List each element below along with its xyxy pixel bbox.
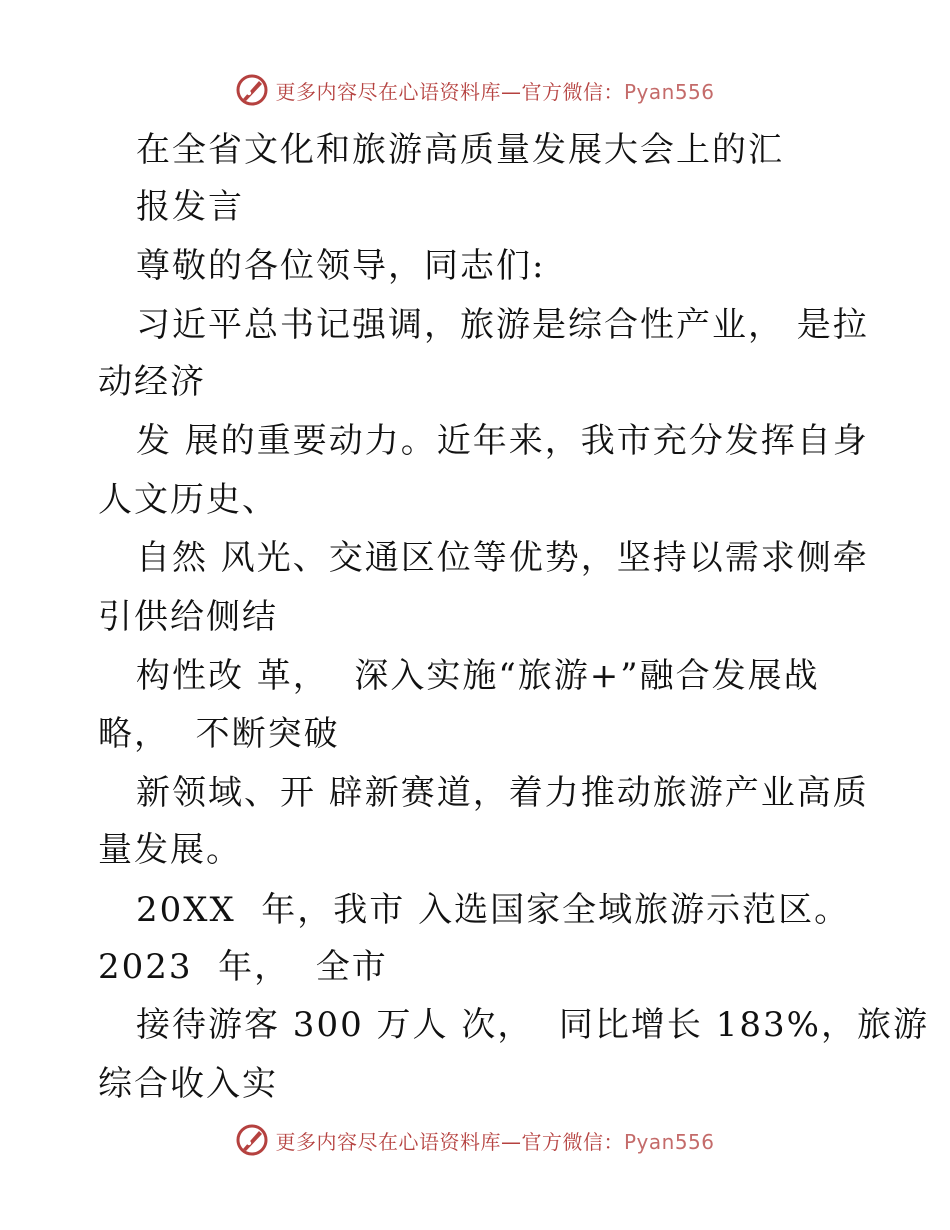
text-line: 报发言	[136, 187, 244, 227]
quill-logo-icon	[235, 1123, 269, 1157]
text-line: 略， 不断突破	[98, 714, 340, 754]
watermark-label: 更多内容尽在心语资料库—官方微信：	[275, 1129, 624, 1154]
text-line: 动经济	[98, 362, 206, 402]
watermark-header	[0, 70, 950, 110]
text-line: 构性改 革， 深入实施“旅游+”融合发展战	[136, 656, 820, 696]
text-line: 20XX 年，我市 入选国家全域旅游示范区。	[136, 890, 851, 930]
text-line: 在全省文化和旅游高质量发展大会上的汇	[136, 130, 784, 170]
quill-logo-icon	[235, 73, 269, 107]
watermark-text	[275, 1126, 714, 1155]
text-line: 接待游客 300 万人 次， 同比增长 183%，旅游	[136, 1005, 929, 1045]
watermark-handle: Pyan556	[623, 1129, 715, 1154]
text-line: 综合收入实	[98, 1064, 278, 1104]
text-line: 发 展的重要动力。近年来，我市充分发挥自身	[136, 421, 869, 461]
watermark-label: 更多内容尽在心语资料库—官方微信：	[275, 79, 624, 104]
text-line: 习近平总书记强调，旅游是综合性产业， 是拉	[136, 305, 869, 345]
text-line: 自然 风光、交通区位等优势，坚持以需求侧牵	[136, 538, 869, 578]
watermark-text	[275, 76, 714, 105]
text-line: 引供给侧结	[98, 597, 278, 637]
text-line: 新领域、开 辟新赛道，着力推动旅游产业高质	[136, 773, 869, 813]
text-line: 人文历史、	[98, 480, 278, 520]
text-line: 2023 年， 全市	[98, 947, 388, 987]
watermark-handle: Pyan556	[623, 79, 715, 104]
watermark-footer	[0, 1120, 950, 1160]
text-line: 量发展。	[98, 830, 242, 870]
text-line: 尊敬的各位领导，同志们:	[136, 246, 546, 286]
